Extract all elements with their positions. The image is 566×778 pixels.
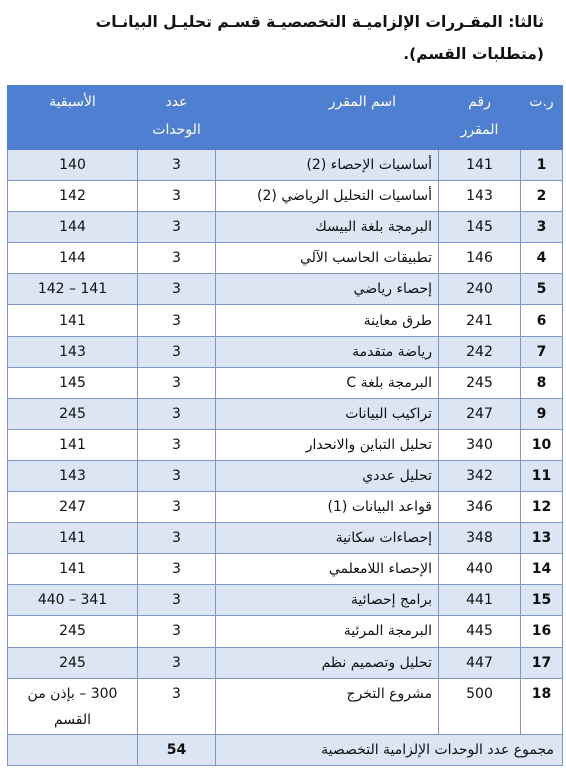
table-row (8, 150, 563, 181)
course-code: 247 (439, 398, 521, 429)
course-code: 242 (439, 336, 521, 367)
course-prereq: 144 (8, 243, 138, 274)
course-code: 447 (439, 647, 521, 678)
course-prereq: 141 (8, 429, 138, 460)
course-name: مشروع التخرج (216, 678, 439, 734)
course-prereq: 142 (8, 181, 138, 212)
course-prereq: 141 (8, 305, 138, 336)
row-number: 3 (521, 212, 563, 243)
course-code: 440 (439, 554, 521, 585)
course-name: أساسيات الإحصاء (2) (216, 150, 439, 181)
table-row (8, 460, 563, 491)
row-number: 18 (521, 678, 563, 734)
course-code: 143 (439, 181, 521, 212)
table-row (8, 212, 563, 243)
table-row (8, 243, 563, 274)
course-units: 3 (138, 181, 216, 212)
total-label: مجموع عدد الوحدات الإلزامية التخصصية (216, 734, 563, 765)
header-prereq: الأسبقية (8, 86, 138, 150)
heading-line-2: (متطلبات القسم). (403, 45, 544, 63)
course-code: 245 (439, 367, 521, 398)
course-name: تحليل التباين والانحدار (216, 429, 439, 460)
course-code: 346 (439, 492, 521, 523)
course-units: 3 (138, 336, 216, 367)
course-units: 3 (138, 243, 216, 274)
course-name: البرمجة بلغة C (216, 367, 439, 398)
course-units: 3 (138, 274, 216, 305)
course-prereq: 140 (8, 150, 138, 181)
course-code: 146 (439, 243, 521, 274)
course-prereq: 143 (8, 460, 138, 491)
course-prereq: 245 (8, 398, 138, 429)
course-code: 348 (439, 523, 521, 554)
heading-line-1: ثالثا: المقـررات الإلزاميـة التخصصيـة قسـم تحليـل البيانـات (95, 13, 544, 31)
course-name: تراكيب البيانات (216, 398, 439, 429)
table-row (8, 585, 563, 616)
course-units: 3 (138, 429, 216, 460)
row-number: 6 (521, 305, 563, 336)
course-prereq: 145 (8, 367, 138, 398)
course-code: 445 (439, 616, 521, 647)
course-code: 500 (439, 678, 521, 734)
course-units: 3 (138, 647, 216, 678)
header-units (138, 86, 216, 150)
course-units: 3 (138, 150, 216, 181)
table-row (8, 523, 563, 554)
course-units: 3 (138, 523, 216, 554)
course-prereq: 141 (8, 523, 138, 554)
header-seq: ر.ت (521, 86, 563, 150)
course-code: 240 (439, 274, 521, 305)
header-name: اسم المقرر (216, 86, 439, 150)
course-name: قواعد البيانات (1) (216, 492, 439, 523)
section-heading (0, 0, 566, 72)
row-number: 16 (521, 616, 563, 647)
total-empty-cell (8, 734, 138, 765)
course-name: البرمجة بلغة البيسك (216, 212, 439, 243)
course-prereq: 341 – 440 (8, 585, 138, 616)
row-number: 12 (521, 492, 563, 523)
course-units: 3 (138, 367, 216, 398)
header-code-text: رقم المقرر (460, 94, 499, 138)
course-units: 3 (138, 212, 216, 243)
course-name: تحليل وتصميم نظم (216, 647, 439, 678)
table-row (8, 367, 563, 398)
course-code: 145 (439, 212, 521, 243)
course-name: تطبيقات الحاسب الآلي (216, 243, 439, 274)
course-prereq: 144 (8, 212, 138, 243)
table-body (8, 150, 563, 766)
table-row (8, 616, 563, 647)
row-number: 5 (521, 274, 563, 305)
course-prereq: 245 (8, 616, 138, 647)
total-row (8, 734, 563, 765)
row-number: 1 (521, 150, 563, 181)
table-row (8, 274, 563, 305)
table-row (8, 678, 563, 734)
row-number: 7 (521, 336, 563, 367)
row-number: 14 (521, 554, 563, 585)
table-row (8, 305, 563, 336)
course-units: 3 (138, 398, 216, 429)
course-prereq: 245 (8, 647, 138, 678)
row-number: 13 (521, 523, 563, 554)
courses-table (7, 85, 563, 766)
course-name: إحصاءات سكانية (216, 523, 439, 554)
course-name: الإحصاء اللامعلمي (216, 554, 439, 585)
table-row (8, 554, 563, 585)
row-number: 11 (521, 460, 563, 491)
course-prereq: 143 (8, 336, 138, 367)
course-prereq: 141 – 142 (8, 274, 138, 305)
table-row (8, 429, 563, 460)
course-name: طرق معاينة (216, 305, 439, 336)
row-number: 4 (521, 243, 563, 274)
course-code: 340 (439, 429, 521, 460)
total-value: 54 (138, 734, 216, 765)
row-number: 9 (521, 398, 563, 429)
course-code: 342 (439, 460, 521, 491)
table-row (8, 181, 563, 212)
course-code: 441 (439, 585, 521, 616)
row-number: 2 (521, 181, 563, 212)
course-units: 3 (138, 492, 216, 523)
row-number: 15 (521, 585, 563, 616)
course-name: تحليل عددي (216, 460, 439, 491)
course-prereq: 141 (8, 554, 138, 585)
table-row (8, 398, 563, 429)
course-code: 141 (439, 150, 521, 181)
course-name: برامج إحصائية (216, 585, 439, 616)
course-units: 3 (138, 678, 216, 734)
table-header (8, 86, 563, 150)
course-name: رياضة متقدمة (216, 336, 439, 367)
table-row (8, 336, 563, 367)
table-row (8, 647, 563, 678)
header-units-text: عدد الوحدات (152, 94, 201, 138)
course-units: 3 (138, 616, 216, 647)
course-name: إحصاء رياضي (216, 274, 439, 305)
course-code: 241 (439, 305, 521, 336)
course-units: 3 (138, 585, 216, 616)
course-prereq: 247 (8, 492, 138, 523)
course-units: 3 (138, 554, 216, 585)
row-number: 8 (521, 367, 563, 398)
header-code (439, 86, 521, 150)
row-number: 10 (521, 429, 563, 460)
course-units: 3 (138, 460, 216, 491)
row-number: 17 (521, 647, 563, 678)
course-prereq: 300 – بإذن من القسم (8, 678, 138, 734)
course-units: 3 (138, 305, 216, 336)
course-name: أساسيات التحليل الرياضي (2) (216, 181, 439, 212)
course-name: البرمجة المرئية (216, 616, 439, 647)
table-row (8, 492, 563, 523)
